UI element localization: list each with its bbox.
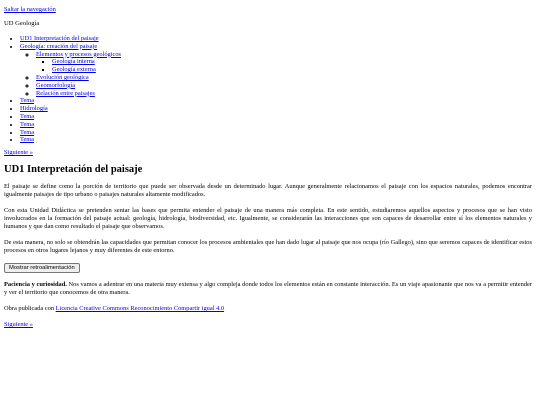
nav-link-geomorfologia[interactable]: Geomorfología bbox=[36, 81, 76, 89]
nav-link-elementos[interactable]: Elementos y procesos geológicos bbox=[36, 50, 122, 58]
patience-paragraph bbox=[4, 281, 532, 297]
nav-link-tema-3[interactable]: Tema bbox=[20, 120, 35, 128]
nav-item-relacion bbox=[36, 90, 121, 98]
nav-item-tema-2 bbox=[20, 113, 121, 121]
nav-item-geomorfologia bbox=[36, 82, 121, 90]
nav-sublist-geologia bbox=[20, 51, 121, 98]
skip-navigation-link[interactable]: Saltar la navegación bbox=[4, 6, 56, 13]
next-page-link-bottom[interactable]: Siguiente » bbox=[4, 321, 33, 328]
nav-item-hidrologia bbox=[20, 105, 121, 113]
license-paragraph bbox=[4, 305, 532, 313]
nav-item-tema-1 bbox=[20, 97, 121, 105]
nav-item-elementos bbox=[36, 51, 121, 74]
nav-list bbox=[4, 35, 121, 144]
main-content bbox=[4, 183, 532, 329]
nav-item-geologia-externa bbox=[52, 66, 121, 74]
page-title: UD1 Interpretación del paisaje bbox=[4, 164, 143, 175]
nav-item-tema-5 bbox=[20, 136, 121, 144]
patience-bold-text: Paciencia y curiosidad. bbox=[4, 281, 67, 288]
license-prefix: Obra publicada con bbox=[4, 305, 56, 312]
patience-text: Nos vamos a adentrar en una materia muy extensa y algo compleja donde todos los elementos están en constante interacción. Es un viaje apasionante que nos va a permitir entender y ver el territorio que conocemos de otra manera. bbox=[4, 281, 532, 296]
nav-item-geologia-interna bbox=[52, 58, 121, 66]
license-link[interactable]: Licencia Creative Commons Reconocimiento Compartir igual 4.0 bbox=[55, 305, 225, 312]
nav-link-tema-4[interactable]: Tema bbox=[20, 128, 35, 136]
nav-link-tema-1[interactable]: Tema bbox=[20, 97, 35, 105]
nav-link-tema-2[interactable]: Tema bbox=[20, 112, 35, 120]
nav-item-tema-4 bbox=[20, 129, 121, 137]
nav-link-geologia-externa[interactable]: Geología externa bbox=[52, 66, 96, 74]
site-title: UD Geología bbox=[4, 20, 40, 27]
nav-link-geologia[interactable]: Geología: creación del paisaje bbox=[20, 42, 98, 50]
nav-item-tema-3 bbox=[20, 121, 121, 129]
nav-sublist-elementos bbox=[36, 58, 121, 74]
nav-item-ud1 bbox=[20, 35, 121, 43]
next-page-link-top[interactable]: Siguiente » bbox=[4, 149, 33, 156]
nav-item-geologia bbox=[20, 43, 121, 98]
show-feedback-button[interactable]: Mostrar retroalimentación bbox=[4, 263, 80, 273]
objectives-paragraph: Con esta Unidad Didáctica se pretenden sentar las bases que permita entender el paisaje de una manera más completa. En este sentido, estudiaremos aquellos aspectos y procesos que se han visto involucrados en la formación del paisaje actual: geología, hidrología, biodiversidad, etc. Igualmente, se considerarán las interacciones que son capaces de desarrollar entre sí los elementos naturales y humanos y que dan como resultado el paisaje que observamos. bbox=[4, 207, 532, 230]
nav-link-geologia-interna[interactable]: Geología interna bbox=[52, 58, 95, 66]
capabilities-paragraph: De esta manera, no solo se obtendrán las capacidades que permitan conocer los procesos ambientales que han dado lugar al paisaje que nos ocupa (río Gallego), sino que seremos capaces de identificar estos procesos en otros lugares lejanos y muy diferentes de este entorno. bbox=[4, 239, 532, 254]
nav-item-evolucion bbox=[36, 74, 121, 82]
nav-link-tema-5[interactable]: Tema bbox=[20, 136, 35, 144]
nav-link-ud1[interactable]: UD1 Interpretación del paisaje bbox=[20, 35, 99, 42]
nav-link-hidrologia[interactable]: Hidrología bbox=[20, 105, 48, 113]
intro-paragraph: El paisaje se define como la porción de territorio que puede ser observada desde un determinado lugar. Aunque generalmente relacionamos el paisaje con los espacios naturales, podemos encontrar igualmente paisajes de tipo urbano o paisajes naturales altamente modificados. bbox=[4, 183, 532, 198]
main-navigation bbox=[4, 35, 121, 144]
nav-link-relacion[interactable]: Relación entre paisajes bbox=[36, 89, 95, 97]
nav-link-evolucion[interactable]: Evolución geológica bbox=[36, 73, 89, 81]
